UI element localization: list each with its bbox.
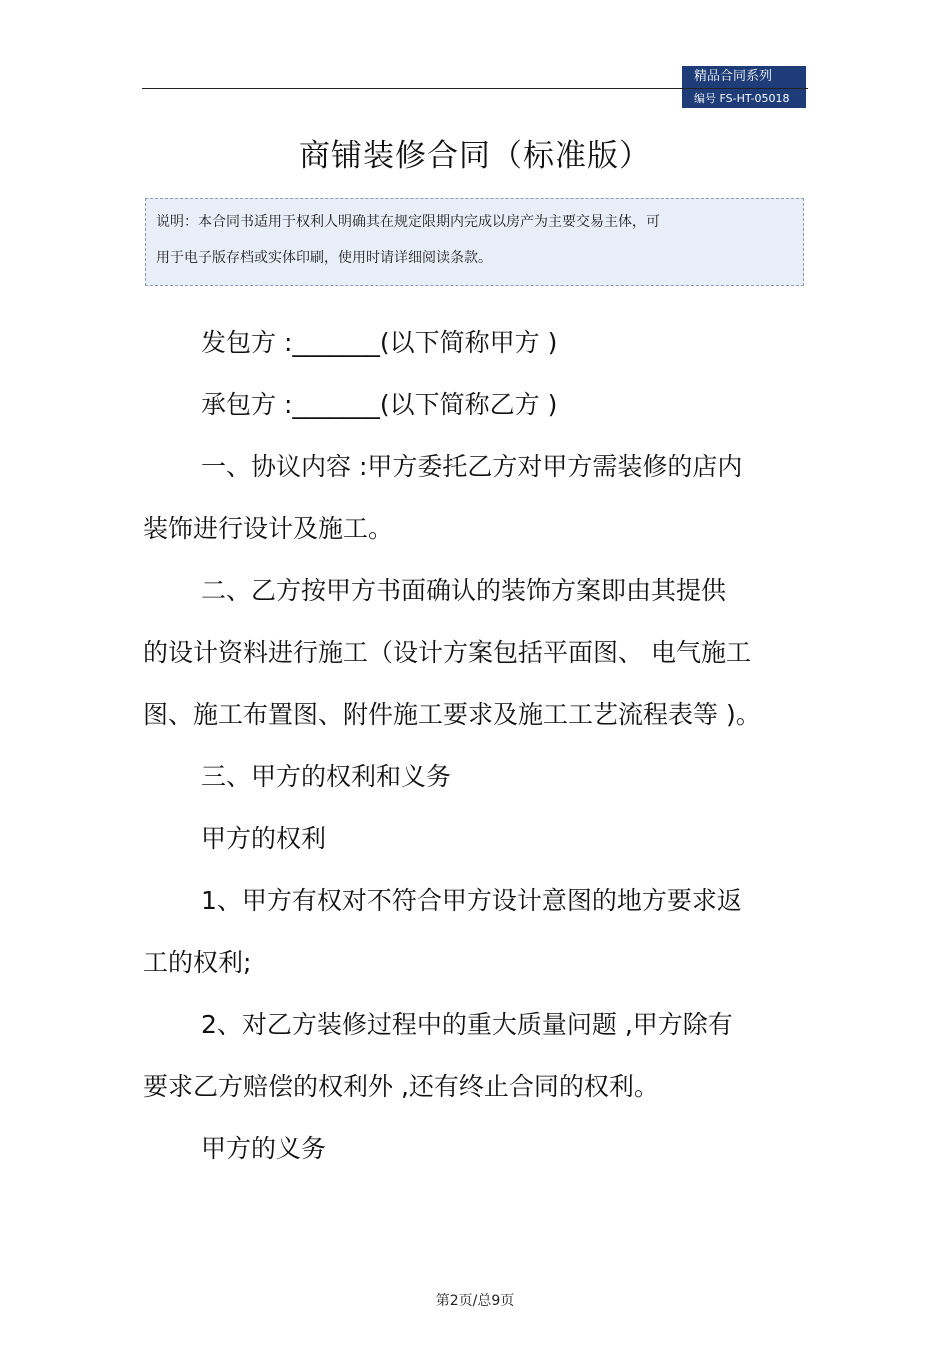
note-line-2: 用于电子版存档或实体印刷，使用时请详细阅读条款。 — [156, 250, 492, 266]
series-badge — [682, 66, 806, 108]
clause-2-line-3: 图、施工布置图、附件施工要求及施工工艺流程表等 )。 — [143, 700, 761, 729]
party-a-rights-heading: 甲方的权利 — [201, 824, 327, 853]
party-b-line: 承包方 :_______(以下简称乙方 ) — [201, 390, 558, 419]
clause-2-line-2: 的设计资料进行施工（设计方案包括平面图、 电气施工 — [143, 638, 751, 667]
contract-body — [143, 312, 808, 1180]
clause-3-heading: 三、甲方的权利和义务 — [201, 762, 452, 791]
note-line-1: 说明：本合同书适用于权利人明确其在规定限期内完成以房产为主要交易主体，可 — [156, 214, 660, 230]
clause-2-line-1: 二、乙方按甲方书面确认的装饰方案即由其提供 — [201, 576, 727, 605]
party-a-line: 发包方 :_______(以下简称甲方 ) — [201, 328, 558, 357]
right-2-line-2: 要求乙方赔偿的权利外 ,还有终止合同的权利。 — [143, 1072, 659, 1101]
right-1-line-1: 1、甲方有权对不符合甲方设计意图的地方要求返 — [201, 886, 742, 915]
clause-1-line-1: 一、协议内容 :甲方委托乙方对甲方需装修的店内 — [201, 452, 743, 481]
page-title: 商铺装修合同（标准版） — [299, 138, 651, 174]
right-2-line-1: 2、对乙方装修过程中的重大质量问题 ,甲方除有 — [201, 1010, 733, 1039]
page-number: 第2页/总9页 — [435, 1293, 515, 1309]
description-note — [145, 198, 804, 286]
series-label: 精品合同系列 — [682, 66, 806, 88]
document-code: 编号 FS-HT-05018 — [682, 89, 806, 108]
right-1-line-2: 工的权利; — [143, 948, 252, 977]
party-a-duties-heading: 甲方的义务 — [201, 1134, 327, 1163]
clause-1-line-2: 装饰进行设计及施工。 — [143, 514, 394, 543]
